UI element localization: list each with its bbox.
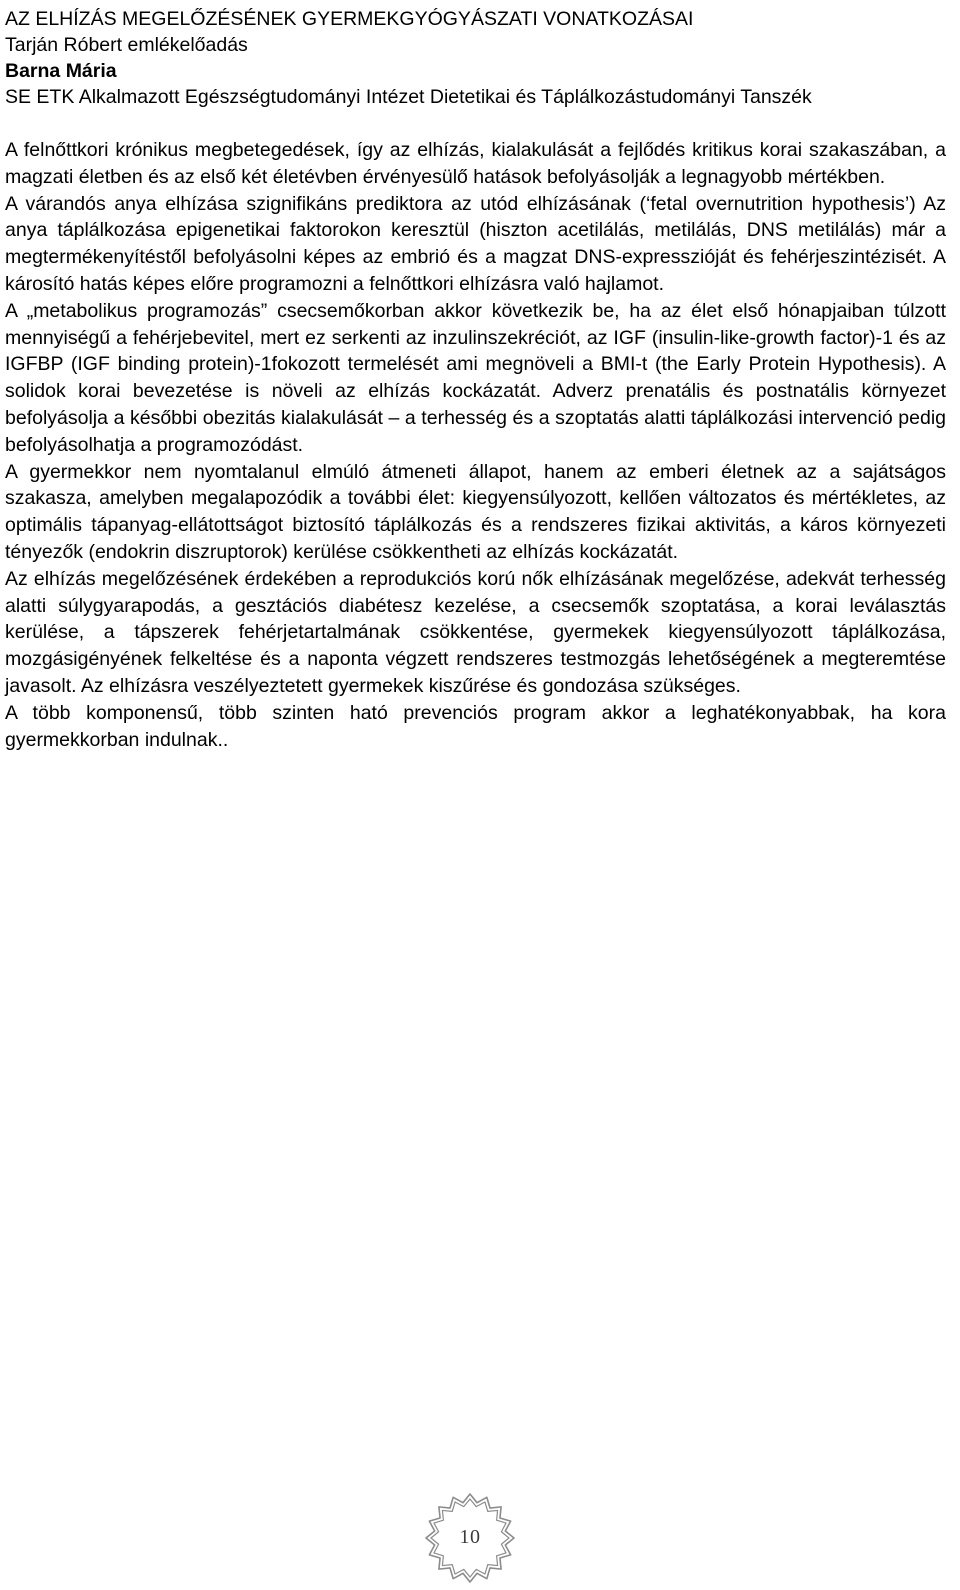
body-paragraph: A felnőttkori krónikus megbetegedések, így az elhízás, kialakulását a fejlődés kritikus korai szakaszában, a magzati életben és az első két életévben érvényesülő hatások befolyásolják a legnagyobb mértékben. (5, 139, 946, 188)
section-spacer (5, 110, 946, 137)
body-paragraph: A több komponensű, több szinten ható prevenciós program akkor a leghatékonyabbak, ha kora gyermekkorban indulnak.. (5, 701, 946, 751)
page-number-badge (420, 1490, 520, 1590)
author-affiliation: SE ETK Alkalmazott Egészségtudományi Intézet Dietetikai és Táplálkozástudományi Tanszék (5, 86, 812, 108)
body-paragraph: A „metabolikus programozás” csecsemőkorban akkor következik be, ha az élet első hónapjaiban túlzott mennyiségű a fehérjebevitel, mert ez serkenti az inzulinszekréciót, az IGF (insulin-like-growth factor)-1 és az IGFBP (IGF binding protein)-1fokozott termelését ami megnöveli a BMI-t (the Early Protein Hypothesis). A solidok korai bevezetése is növeli az elhízás kockázatát. Adverz prenatális és postnatális környezet befolyásolja a későbbi obezitás kialakulását – a terhesség és a szoptatás alatti táplálkozási intervenció pedig befolyásolhatja a programozódást. (5, 299, 946, 456)
document-page (5, 6, 946, 753)
document-title: AZ ELHÍZÁS MEGELŐZÉSÉNEK GYERMEKGYÓGYÁSZATI VONATKOZÁSAI (5, 8, 694, 30)
author-name: Barna Mária (5, 60, 117, 82)
body-paragraph: A gyermekkor nem nyomtalanul elmúló átmeneti állapot, hanem az emberi életnek az a sajátságos szakasza, amelyben megalapozódik a további élet: kiegyensúlyozott, kellően változatos és mértékletes, az optimális tápanyag-ellátottságot biztosító táplálkozás és a rendszeres fizikai aktivitás, a káros környezeti tényezők (endokrin diszruptorok) kerülése csökkentheti az elhízás kockázatát. (5, 460, 946, 563)
lecture-name: Tarján Róbert emlékelőadás (5, 34, 248, 56)
body-paragraph: Az elhízás megelőzésének érdekében a reprodukciós korú nők elhízásának megelőzése, adekvát terhesség alatti súlygyarapodás, a gesztációs diabétesz kezelése, a csecsemők szoptatása, a korai leválasztás kerülése, a tápszerek fehérjetartalmának csökkentése, gyermekek kiegyensúlyozott táplálkozása, mozgásigényének felkeltése és a naponta végzett rendszeres testmozgás lehetőségének a megteremtése javasolt. Az elhízásra veszélyeztetett gyermekek kiszűrése és gondozása szükséges. (5, 567, 946, 697)
body-paragraph: A várandós anya elhízása szignifikáns prediktora az utód elhízásának (‘fetal overnutrition hypothesis’) Az anya táplálkozása epigenetikai faktorokon keresztül (hiszton acetilálás, metilálás, DNS metilálás) már a megtermékenyítéstől befolyásolni képes az embrió és a magzat DNS-expresszióját és fehérjeszintézisét. A károsító hatás képes előre programozni a felnőttkori elhízásra való hajlamot. (5, 192, 946, 295)
page-number: 10 (459, 1526, 481, 1548)
